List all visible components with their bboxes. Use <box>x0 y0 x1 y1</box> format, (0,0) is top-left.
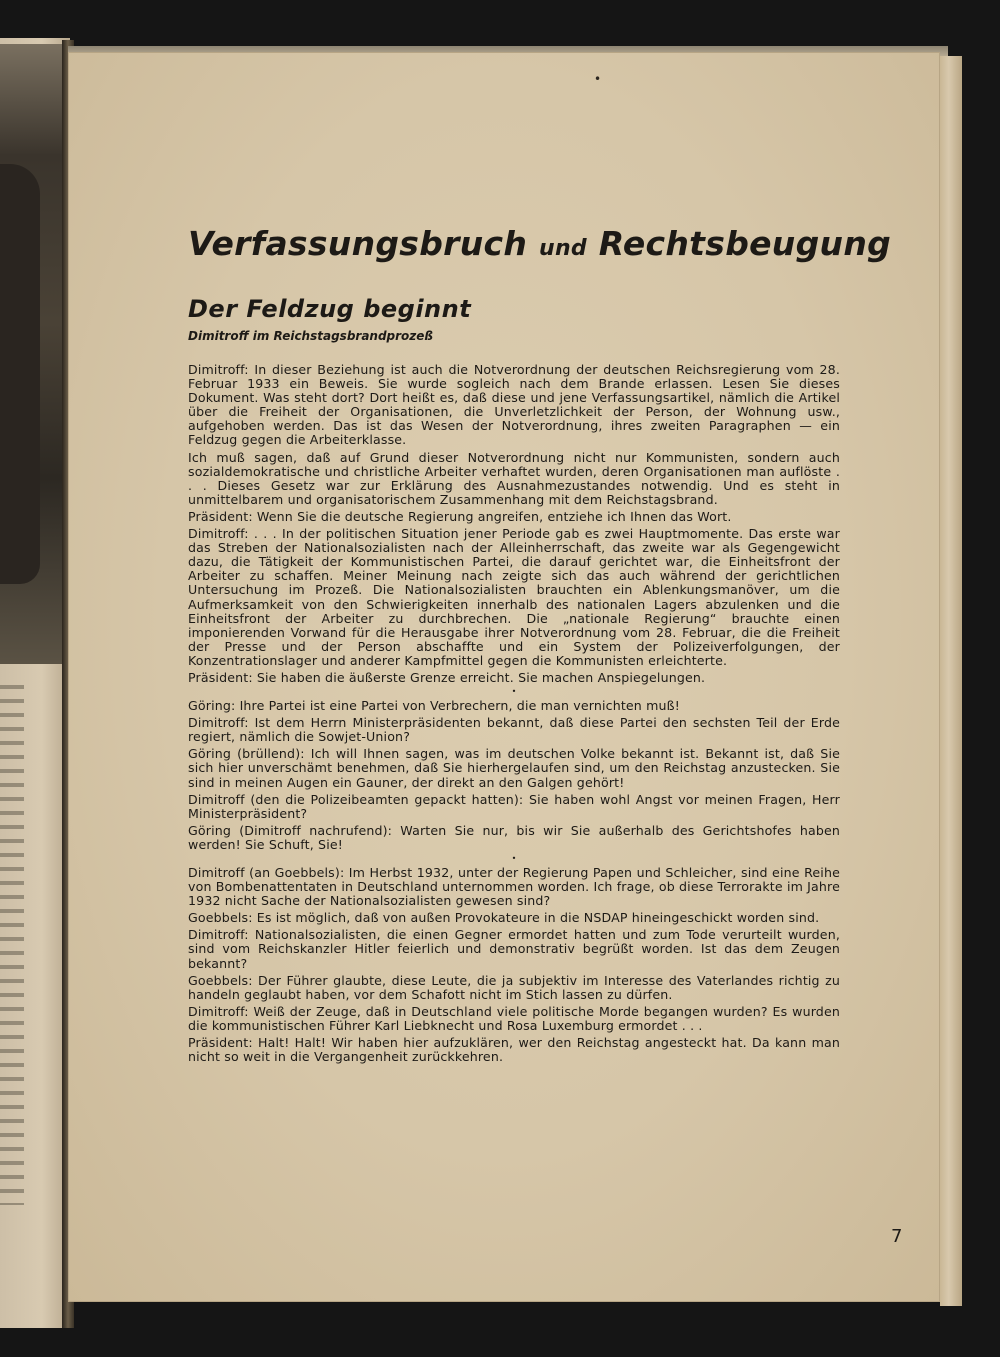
paragraph-dimitroff-7: Dimitroff: Nationalsozialisten, die einen Gegner ermordet hatten und zum Tode verurteilt wurden, sind vom Reichskanzler Hitler feierlich und demonstrativ begrüßt worden. Ist das dem Zeugen bekannt? <box>188 927 840 971</box>
paragraph-dimitroff-2: Ich muß sagen, daß auf Grund dieser Notverordnung nicht nur Kommunisten, sondern auch sozialdemokratische und christliche Arbeiter verhaftet wurden, deren Organisationen man auflöste . . . Dieses Gesetz war zur Erklärung des Ausnahmezustandes notwendig. Und es steht in unmittelbarem und organisatorischem Zusammenhang mit dem Reichstagsbrand. <box>188 449 840 507</box>
paragraph-goering-3: Göring (Dimitroff nachrufend): Warten Sie nur, bis wir Sie außerhalb des Gerichtshofes haben werden! Sie Schuft, Sie! <box>188 822 840 852</box>
paragraph-praesident-2: Präsident: Sie haben die äußerste Grenze erreicht. Sie machen Anspiegelungen. <box>188 669 706 685</box>
paragraph-dimitroff-6: Dimitroff (an Goebbels): Im Herbst 1932, unter der Regierung Papen und Schleicher, sind eine Reihe von Bombenattentaten in Deutschland unternommen worden. Ich frage, ob diese Terrorakte im Jahre 1932 nicht Sache der Nationalsozialisten gewesen sind? <box>188 865 840 909</box>
section-title: Der Feldzug beginnt <box>188 295 472 323</box>
paragraph-dimitroff-4: Dimitroff: Ist dem Herrn Ministerpräsidenten bekannt, daß diese Partei den sechsten Teil der Erde regiert, nämlich die Sowjet-Union? <box>188 715 840 745</box>
paragraph-goering-1: Göring: Ihre Partei ist eine Partei von Verbrechern, die man vernichten muß! <box>188 698 680 714</box>
paragraph-dimitroff-3: Dimitroff: . . . In der politischen Situation jener Periode gab es zwei Hauptmomente. Das erste war das Streben der Nationalsozialisten nach der Alleinherrschaft, das zweite war als Gegengewicht dazu, die Tätigkeit der Kommunistischen Partei, die darauf gerichtet war, die Einheitsfront der Arbeiter zu schaffen. Meiner Meinung nach zeigte sich das auch während der gerichtlichen Untersuchung im Prozeß. Die Nationalsozialisten brauchten ein Ablenkungsmanöver, um die Aufmerksamkeit von den Schwierigkeiten innerhalb des nationalen Lagers abzulenken und die Einheitsfront der Arbeiter zu durchbrechen. Die „nationale Regierung“ brauchte einen imponierenden Vorwand für die Herausgabe ihrer Notverordnung vom 28. Februar, die die Freiheit der Presse und der Person abschaffte und ein System der Polizeiverfolgungen, der Konzentrationslager und anderer Kampfmittel gegen die Kommunisten erleichterte. <box>188 526 840 668</box>
paragraph-praesident-3: Präsident: Halt! Halt! Wir haben hier aufzuklären, wer den Reichstag angesteckt hat. Da kann man nicht so weit in die Vergangenheit zurückkehren. <box>188 1035 840 1065</box>
separator-1: • <box>511 687 517 697</box>
title-connector: und <box>539 236 587 261</box>
paragraph-dimitroff-5: Dimitroff (den die Polizeibeamten gepackt hatten): Sie haben wohl Angst vor meinen Fragen, Herr Ministerpräsident? <box>188 791 840 821</box>
paragraph-dimitroff-8: Dimitroff: Weiß der Zeuge, daß in Deutschland viele politische Morde begangen wurden? Es wurden die kommunistischen Führer Karl Liebknecht und Rosa Luxemburg ermordet . . . <box>188 1003 840 1033</box>
facing-page-text-edge <box>0 685 24 1205</box>
title-main: Verfassungsbruch <box>188 224 528 263</box>
print-dot-mark: • <box>594 72 602 86</box>
paragraph-goebbels-2: Goebbels: Der Führer glaubte, diese Leute, die ja subjektiv im Interesse des Vaterlandes richtig zu handeln geglaubt haben, vor dem Schafott nicht im Stich lassen zu dürfen. <box>188 972 840 1002</box>
facing-page-photo <box>0 44 64 664</box>
page-number: 7 <box>891 1226 903 1247</box>
paragraph-goering-2: Göring (brüllend): Ich will Ihnen sagen, was im deutschen Volke bekannt ist. Bekannt ist, daß Sie sich hier unverschämt benehmen, daß Sie hierhergelaufen sind, um den Reichstag anzustecken. Sie sind in meinen Augen ein Gauner, der direkt an den Galgen gehört! <box>188 746 840 790</box>
transcript-body <box>188 363 840 1064</box>
page-title <box>188 224 892 263</box>
source-line: Dimitroff im Reichstagsbrandprozeß <box>188 329 434 343</box>
separator-2: • <box>511 854 517 863</box>
paragraph-praesident-1: Präsident: Wenn Sie die deutsche Regierung angreifen, entziehe ich Ihnen das Wort. <box>188 508 732 524</box>
paragraph-goebbels-1: Goebbels: Es ist möglich, daß von außen Provokateure in die NSDAP hineingeschickt worden sind. <box>188 910 820 926</box>
page-right-edge <box>940 56 962 1306</box>
paragraph-dimitroff-1: Dimitroff: In dieser Beziehung ist auch die Notverordnung der deutschen Reichsregierung vom 28. Februar 1933 ein Beweis. Sie wurde sogleich nach dem Brande erlassen. Lesen Sie dieses Dokument. Was steht dort? Dort heißt es, daß diese und jene Verfassungsartikel, nämlich die Artikel über die Freiheit der Organisationen, die Unverletzlichkeit der Person, der Wohnung usw., aufgehoben werden. Das ist das Wesen der Notverordnung, ihres zweiten Paragraphen — ein Feldzug gegen die Arbeiterklasse. <box>188 362 840 448</box>
page-content <box>188 172 892 1067</box>
title-end: Rechtsbeugung <box>598 224 892 263</box>
document-page <box>68 52 940 1302</box>
